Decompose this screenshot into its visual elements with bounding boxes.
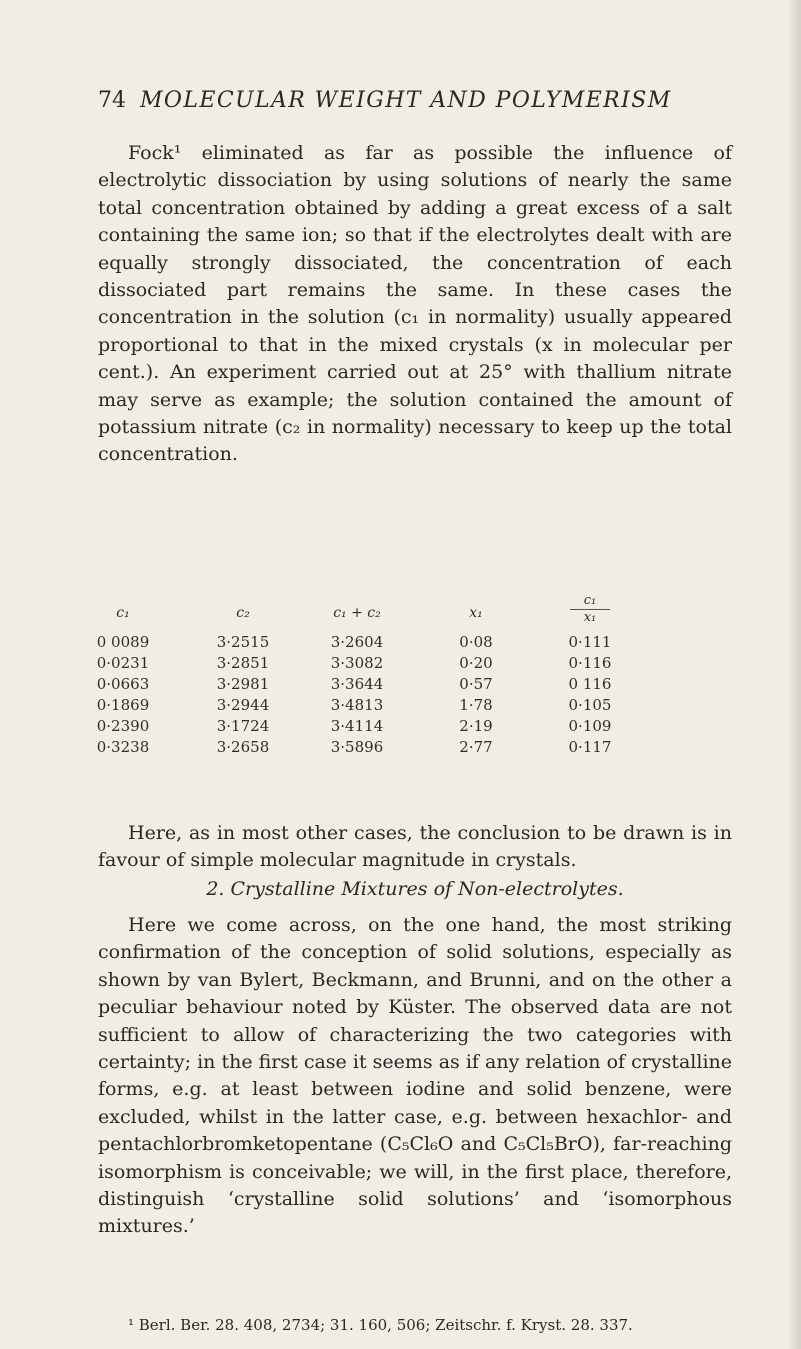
cell-sum: 3·4813 (330, 696, 384, 714)
concentration-table (98, 591, 738, 759)
cell-c1: 0·0663 (96, 675, 150, 693)
cell-c2: 3·2981 (216, 675, 270, 693)
paragraph-text: Fock¹ eliminated as far as possible the influence of electrolytic dissociation by using solutions of nearly the same total concentration obtained by adding a great excess of a salt containing the same ion; so that if the electrolytes dealt with are equally strongly dissociated, the concentration of each dissociated part remains the same. In these cases the concentration in the solution (c₁ in normality) usually appeared proportional to that in the mixed crystals (x in molecular per cent.). An experiment carried out at 25° with thallium nitrate may serve as example; the solution contained the amount of potassium nitrate (c₂ in normality) necessary to keep up the total concentration. (98, 142, 732, 466)
cell-c2: 3·2851 (216, 654, 270, 672)
page-edge-shadow (787, 0, 801, 1349)
table-row (98, 633, 738, 654)
paragraph-non-electrolytes (98, 912, 732, 1241)
cell-sum: 3·2604 (330, 633, 384, 651)
header-c1: c₁ (116, 605, 130, 621)
cell-c2: 3·1724 (216, 717, 270, 735)
cell-ratio: 0·116 (568, 654, 612, 672)
paragraph-text: Here, as in most other cases, the conclusion to be drawn is in favour of simple molecular magnitude in crystals. (98, 822, 732, 872)
table-row (98, 696, 738, 717)
cell-x1: 2·77 (459, 738, 493, 756)
cell-x1: 0·08 (459, 633, 493, 651)
cell-x1: 1·78 (459, 696, 493, 714)
header-x1: x₁ (469, 605, 483, 621)
cell-sum: 3·3082 (330, 654, 384, 672)
section-title: 2. Crystalline Mixtures of Non-electrolytes. (206, 878, 624, 900)
cell-sum: 3·5896 (330, 738, 384, 756)
cell-c2: 3·2515 (216, 633, 270, 651)
cell-sum: 3·3644 (330, 675, 384, 693)
cell-c1: 0 0089 (96, 633, 150, 651)
cell-c1: 0·2390 (96, 717, 150, 735)
page-number: 74 (98, 88, 126, 113)
cell-ratio: 0·105 (568, 696, 612, 714)
cell-ratio: 0·109 (568, 717, 612, 735)
table-row (98, 738, 738, 759)
cell-c2: 3·2944 (216, 696, 270, 714)
header-sum: c₁ + c₂ (333, 605, 381, 621)
footnote: ¹ Berl. Ber. 28. 408, 2734; 31. 160, 506; Zeitschr. f. Kryst. 28. 337. (128, 1316, 633, 1334)
table-header (98, 591, 738, 633)
header-c2: c₂ (236, 605, 250, 621)
cell-c1: 0·0231 (96, 654, 150, 672)
header-ratio-numerator: c₁ (583, 593, 597, 608)
paragraph-conclusion (98, 820, 732, 875)
cell-c1: 0·3238 (96, 738, 150, 756)
cell-x1: 0·57 (459, 675, 493, 693)
cell-x1: 0·20 (459, 654, 493, 672)
paragraph-text: Here we come across, on the one hand, the most striking confirmation of the conception of solid solutions, especially as shown by van Bylert, Beckmann, and Brunni, and on the other a peculiar behaviour noted by Küster. The observed data are not sufficient to allow of characterizing the two categories with certainty; in the first case it seems as if any relation of crystalline forms, e.g. at least between iodine and solid benzene, were excluded, whilst in the latter case, e.g. between hexachlor- and pentachlorbromketopentane (C₅Cl₆O and C₅Cl₅BrO), far-reaching isomorphism is conceivable; we will, in the first place, therefore, distinguish ‘crystalline solid solutions’ and ‘isomorphous mixtures.’ (98, 914, 732, 1238)
cell-x1: 2·19 (459, 717, 493, 735)
cell-c1: 0·1869 (96, 696, 150, 714)
cell-sum: 3·4114 (330, 717, 384, 735)
running-title: MOLECULAR WEIGHT AND POLYMERISM (140, 88, 672, 113)
header-ratio-denominator: x₁ (570, 609, 610, 625)
cell-ratio: 0 116 (568, 675, 612, 693)
table-row (98, 717, 738, 738)
page-header (98, 88, 718, 118)
cell-ratio: 0·117 (568, 738, 612, 756)
table-row (98, 675, 738, 696)
cell-ratio: 0·111 (568, 633, 612, 651)
paragraph-fock (98, 140, 732, 469)
cell-c2: 3·2658 (216, 738, 270, 756)
table-body (98, 633, 738, 759)
header-ratio (570, 593, 610, 625)
table-row (98, 654, 738, 675)
